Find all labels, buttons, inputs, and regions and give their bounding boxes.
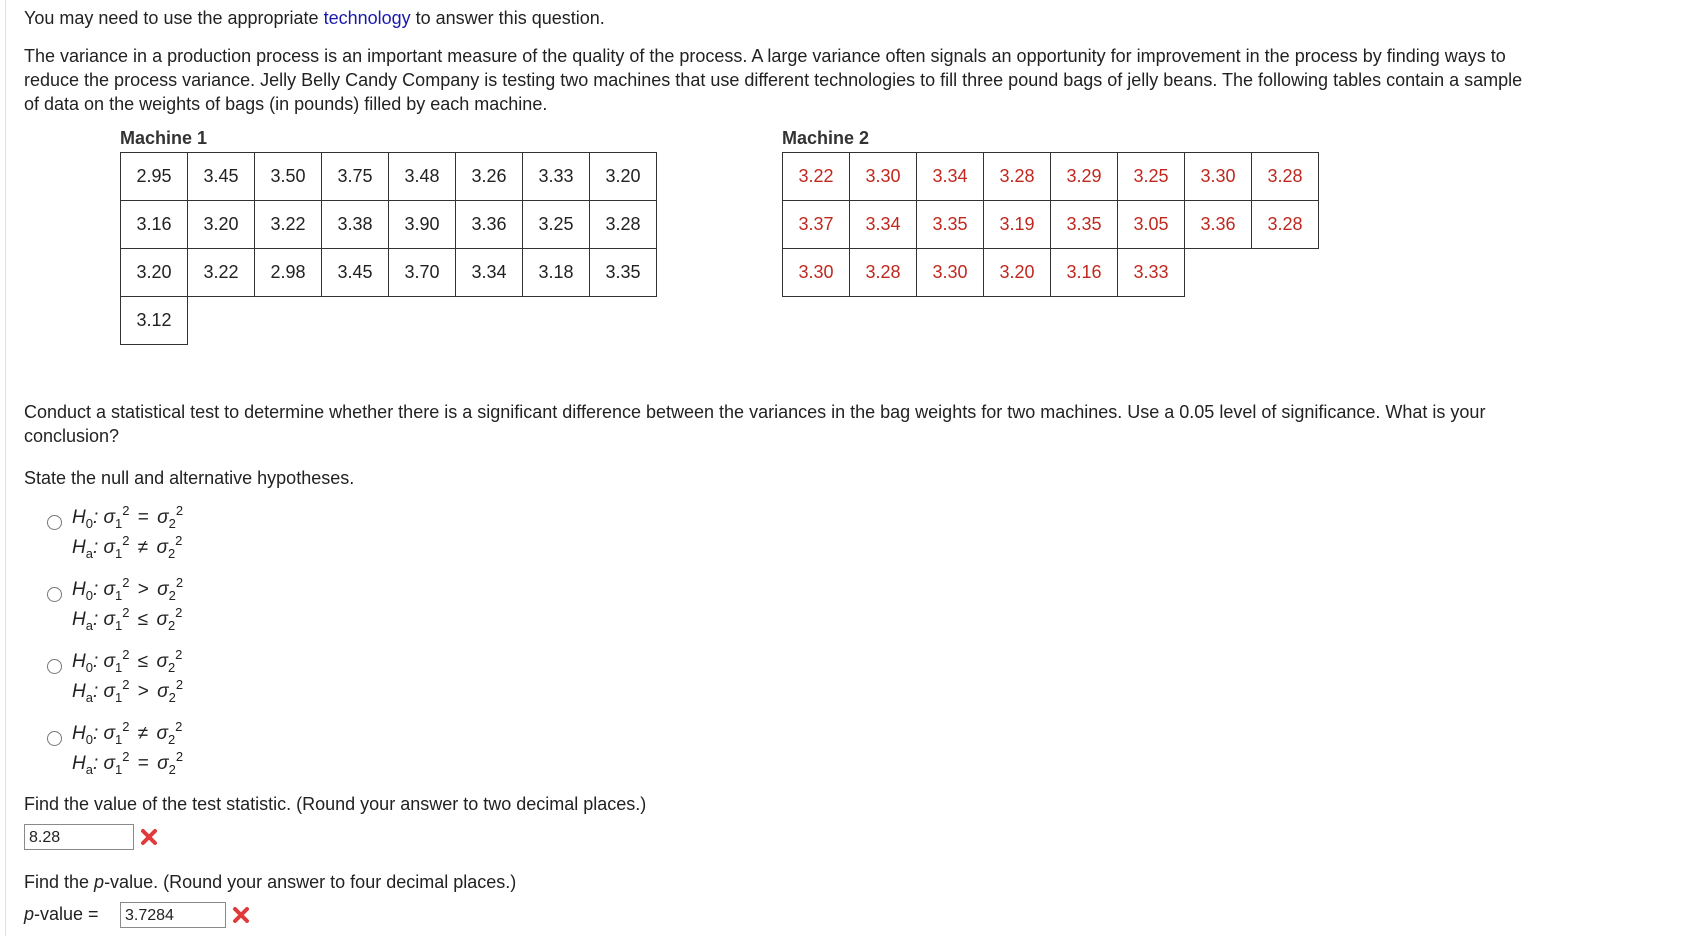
data-cell: 3.34 (456, 249, 523, 297)
data-cell: 3.29 (1051, 153, 1118, 201)
data-cell: 3.26 (456, 153, 523, 201)
p-value-label: p-value = (24, 904, 99, 924)
data-cell: 3.48 (389, 153, 456, 201)
machine1-table (120, 152, 657, 345)
operator: ≤ (137, 609, 149, 630)
data-cell: 3.36 (1185, 201, 1252, 249)
null-hypothesis: $H_0$: $\sigma_1^2 = \sigma_2^2$ (72, 503, 184, 531)
data-cell: 3.20 (590, 153, 657, 201)
machine2-table (782, 152, 1319, 297)
data-cell: 3.33 (523, 153, 590, 201)
table-row (783, 153, 1319, 201)
data-cell: 3.35 (590, 249, 657, 297)
operator: ≠ (137, 723, 149, 744)
table-row (121, 201, 657, 249)
question-paragraph (24, 400, 1485, 448)
data-cell: 3.30 (1185, 153, 1252, 201)
table-row (121, 153, 657, 201)
table-row (783, 201, 1319, 249)
problem-line: The variance in a production process is an important measure of the quality of the process. A large variance often signals an opportunity for improvement in the process by finding ways to (24, 46, 1506, 66)
hypothesis-option-1[interactable] (72, 496, 184, 561)
alternative-hypothesis: $H_a$: $\sigma_1^2 > \sigma_2^2$ (72, 677, 184, 705)
data-cell: 3.33 (1118, 249, 1185, 297)
data-cell: 3.30 (850, 153, 917, 201)
data-cell: 2.95 (121, 153, 188, 201)
hypothesis-option-4[interactable] (72, 712, 184, 777)
question-line: Conduct a statistical test to determine whether there is a significant difference between the variances in the bag weights for two machines. Use a 0.05 level of significance. What is your (24, 402, 1486, 422)
null-hypothesis: $H_0$: $\sigma_1^2 > \sigma_2^2$ (72, 575, 184, 603)
data-cell: 3.36 (456, 201, 523, 249)
data-cell: 3.30 (783, 249, 850, 297)
data-cell: 3.28 (1252, 153, 1319, 201)
alternative-hypothesis: $H_a$: $\sigma_1^2 = \sigma_2^2$ (72, 749, 184, 777)
data-cell: 3.19 (984, 201, 1051, 249)
data-cell: 3.50 (255, 153, 322, 201)
data-cell: 3.90 (389, 201, 456, 249)
alternative-hypothesis: $H_a$: $\sigma_1^2 \ne \sigma_2^2$ (72, 533, 183, 561)
problem-line: of data on the weights of bags (in pounds) filled by each machine. (24, 94, 548, 114)
data-cell: 3.35 (917, 201, 984, 249)
operator: > (137, 681, 149, 702)
data-cell: 3.30 (917, 249, 984, 297)
hypothesis-option-3[interactable] (72, 640, 184, 705)
left-border (5, 0, 6, 936)
data-cell: 3.22 (783, 153, 850, 201)
data-cell: 3.12 (121, 297, 188, 345)
data-cell: 3.28 (850, 249, 917, 297)
data-cell: 2.98 (255, 249, 322, 297)
hypothesis-radio-1[interactable] (47, 515, 62, 530)
hypothesis-radio-3[interactable] (47, 659, 62, 674)
intro-suffix: to answer this question. (410, 8, 605, 28)
test-statistic-input[interactable]: 8.28 (24, 824, 134, 850)
operator: = (137, 507, 149, 528)
test-statistic-prompt: Find the value of the test statistic. (Round your answer to two decimal places.) (24, 794, 647, 814)
data-cell: 3.75 (322, 153, 389, 201)
intro-text (24, 6, 605, 30)
p-value-prompt: Find the p-value. (Round your answer to four decimal places.) (24, 872, 517, 892)
data-cell: 3.25 (1118, 153, 1185, 201)
operator: ≠ (137, 537, 149, 558)
machine1-title: Machine 1 (120, 128, 208, 148)
table-row (121, 249, 657, 297)
table-row (121, 297, 657, 345)
data-cell: 3.20 (188, 201, 255, 249)
hypotheses-prompt: State the null and alternative hypotheses. (24, 468, 355, 488)
data-cell: 3.05 (1118, 201, 1185, 249)
data-cell: 3.45 (322, 249, 389, 297)
data-cell: 3.28 (1252, 201, 1319, 249)
data-cell: 3.37 (783, 201, 850, 249)
data-cell: 3.38 (322, 201, 389, 249)
data-cell: 3.34 (917, 153, 984, 201)
data-cell: 3.70 (389, 249, 456, 297)
data-cell: 3.28 (590, 201, 657, 249)
data-cell: 3.16 (1051, 249, 1118, 297)
data-cell: 3.25 (523, 201, 590, 249)
alternative-hypothesis: $H_a$: $\sigma_1^2 \le \sigma_2^2$ (72, 605, 183, 633)
question-line: conclusion? (24, 426, 120, 446)
null-hypothesis: $H_0$: $\sigma_1^2 \ne \sigma_2^2$ (72, 719, 183, 747)
hypothesis-radio-2[interactable] (47, 587, 62, 602)
data-cell: 3.20 (984, 249, 1051, 297)
x-mark-icon (138, 826, 160, 848)
data-cell: 3.20 (121, 249, 188, 297)
data-cell: 3.16 (121, 201, 188, 249)
data-cell: 3.22 (188, 249, 255, 297)
data-cell: 3.45 (188, 153, 255, 201)
x-mark-icon (230, 904, 252, 926)
data-cell: 3.35 (1051, 201, 1118, 249)
null-hypothesis: $H_0$: $\sigma_1^2 \le \sigma_2^2$ (72, 647, 183, 675)
data-cell: 3.34 (850, 201, 917, 249)
table-row (783, 249, 1319, 297)
problem-paragraph (24, 44, 1522, 116)
data-cell: 3.28 (984, 153, 1051, 201)
machine2-title: Machine 2 (782, 128, 870, 148)
p-value-input[interactable]: 3.7284 (120, 902, 226, 928)
data-cell: 3.18 (523, 249, 590, 297)
operator: > (137, 579, 149, 600)
operator: = (137, 753, 149, 774)
operator: ≤ (137, 651, 149, 672)
data-cell: 3.22 (255, 201, 322, 249)
intro-prefix: You may need to use the appropriate (24, 8, 324, 28)
problem-line: reduce the process variance. Jelly Belly Candy Company is testing two machines that use different technologies to fill three pound bags of jelly beans. The following tables contain a sample (24, 70, 1523, 90)
hypothesis-radio-4[interactable] (47, 731, 62, 746)
technology-link[interactable]: technology (323, 8, 411, 28)
hypothesis-option-2[interactable] (72, 568, 184, 633)
